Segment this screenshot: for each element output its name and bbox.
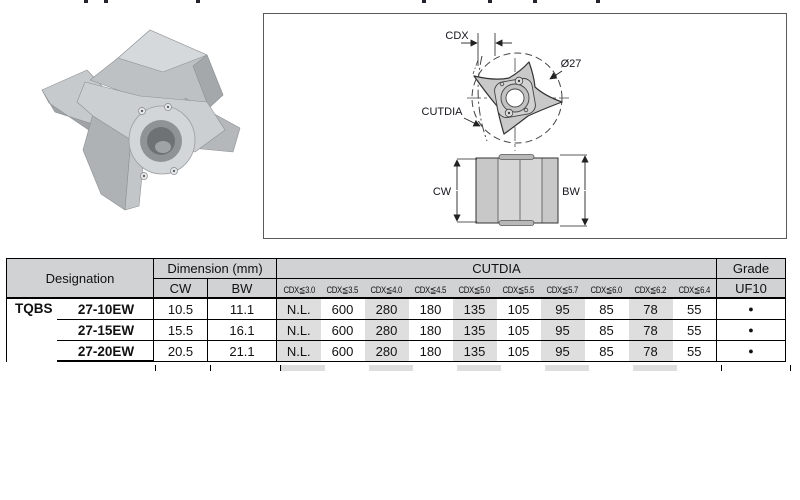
cropped-row-stub (790, 365, 791, 371)
spec-table (6, 258, 786, 362)
cropped-row-stub (457, 365, 501, 371)
bw-label: BW (562, 186, 580, 198)
cutdia-value: 55 (673, 341, 717, 362)
cutdia-value: 95 (541, 341, 585, 362)
cdx-header-1: CDX≦3.5 (321, 279, 365, 299)
cdx-header-8: CDX≦6.2 (629, 279, 673, 299)
cutdia-value: 105 (497, 320, 541, 341)
cdx-label: CDX (445, 30, 469, 42)
cutdia-value: 95 (541, 298, 585, 320)
cropped-text-fragment (84, 0, 88, 3)
grade-dot: ● (717, 298, 786, 320)
bw-value: 16.1 (208, 320, 277, 341)
designation-cell (7, 320, 154, 341)
cutdia-value: 78 (629, 298, 673, 320)
cropped-row-stub (210, 365, 211, 371)
model-name: 27-10EW (77, 301, 135, 317)
cutdia-value: 600 (321, 341, 365, 362)
grade-dot: ● (717, 320, 786, 341)
cutdia-value: N.L. (277, 320, 321, 341)
cutdia-value: 85 (585, 320, 629, 341)
cw-header: CW (154, 279, 208, 299)
cropped-text-fragment (104, 0, 108, 3)
cutdia-value: 85 (585, 298, 629, 320)
technical-drawing (264, 14, 786, 238)
designation-header: Designation (7, 259, 154, 299)
cutdia-value: 180 (409, 298, 453, 320)
grade-dot: ● (717, 341, 786, 362)
cutdia-value: 78 (629, 320, 673, 341)
cropped-row-stub (721, 365, 722, 371)
cutdia-value: 280 (365, 341, 409, 362)
cutdia-arc (478, 56, 487, 141)
side-view-drawing (433, 155, 587, 227)
cropped-row-stub (369, 365, 413, 371)
cdx-header-4: CDX≦5.0 (453, 279, 497, 299)
series-prefix: TQBS (15, 301, 53, 316)
cropped-text-fragment (533, 0, 537, 3)
cdx-header-6: CDX≦5.7 (541, 279, 585, 299)
cropped-text-fragment (488, 0, 492, 3)
grade-subheader: UF10 (717, 279, 786, 299)
cutdia-value: 55 (673, 298, 717, 320)
cutdia-value: 600 (321, 320, 365, 341)
cutdia-label: CUTDIA (421, 106, 463, 118)
cutdia-header: CUTDIA (277, 259, 717, 279)
cutdia-value: 600 (321, 298, 365, 320)
cw-label: CW (432, 186, 452, 198)
front-view-drawing (422, 30, 582, 151)
cdx-header-7: CDX≦6.0 (585, 279, 629, 299)
cutdia-value: 55 (673, 320, 717, 341)
cutdia-value: 105 (497, 341, 541, 362)
grade-header: Grade (717, 259, 786, 279)
cropped-row-stub (281, 365, 325, 371)
cdx-header-2: CDX≦4.0 (365, 279, 409, 299)
table-row (7, 341, 786, 362)
cutdia-value: 280 (365, 320, 409, 341)
model-name: 27-15EW (77, 322, 135, 338)
cw-value: 10.5 (154, 298, 208, 320)
cutdia-value: 95 (541, 320, 585, 341)
cdx-header-0: CDX≦3.0 (277, 279, 321, 299)
bw-value: 21.1 (208, 341, 277, 362)
product-photo-3d (35, 10, 250, 215)
table-row (7, 320, 786, 341)
cdx-header-9: CDX≦6.4 (673, 279, 717, 299)
cutdia-value: 180 (409, 320, 453, 341)
cropped-row-stub (280, 365, 281, 371)
cutdia-value: N.L. (277, 341, 321, 362)
designation-cell (7, 341, 154, 362)
designation-cell (7, 298, 154, 320)
cw-value: 15.5 (154, 320, 208, 341)
cutdia-value: 78 (629, 341, 673, 362)
cutdia-value: 280 (365, 298, 409, 320)
dia27-label: Ø27 (560, 58, 582, 70)
cutdia-value: 135 (453, 298, 497, 320)
table-row (7, 298, 786, 320)
cropped-row-stub (155, 365, 156, 371)
dimension-header: Dimension (mm) (154, 259, 277, 279)
cropped-row-stub (633, 365, 677, 371)
cutdia-value: 135 (453, 320, 497, 341)
cw-value: 20.5 (154, 341, 208, 362)
cropped-text-fragment (422, 0, 426, 3)
cutdia-value: 105 (497, 298, 541, 320)
cropped-row-stub (545, 365, 589, 371)
cutdia-value: 135 (453, 341, 497, 362)
bw-value: 11.1 (208, 298, 277, 320)
cutdia-value: 85 (585, 341, 629, 362)
cutdia-value: N.L. (277, 298, 321, 320)
cutdia-value: 180 (409, 341, 453, 362)
cropped-text-fragment (196, 0, 200, 3)
technical-drawing-box (263, 13, 787, 239)
model-name: 27-20EW (77, 343, 135, 359)
cropped-text-fragment (596, 0, 600, 3)
bw-header: BW (208, 279, 277, 299)
cdx-header-3: CDX≦4.5 (409, 279, 453, 299)
cdx-header-5: CDX≦5.5 (497, 279, 541, 299)
center-hole (506, 89, 524, 107)
